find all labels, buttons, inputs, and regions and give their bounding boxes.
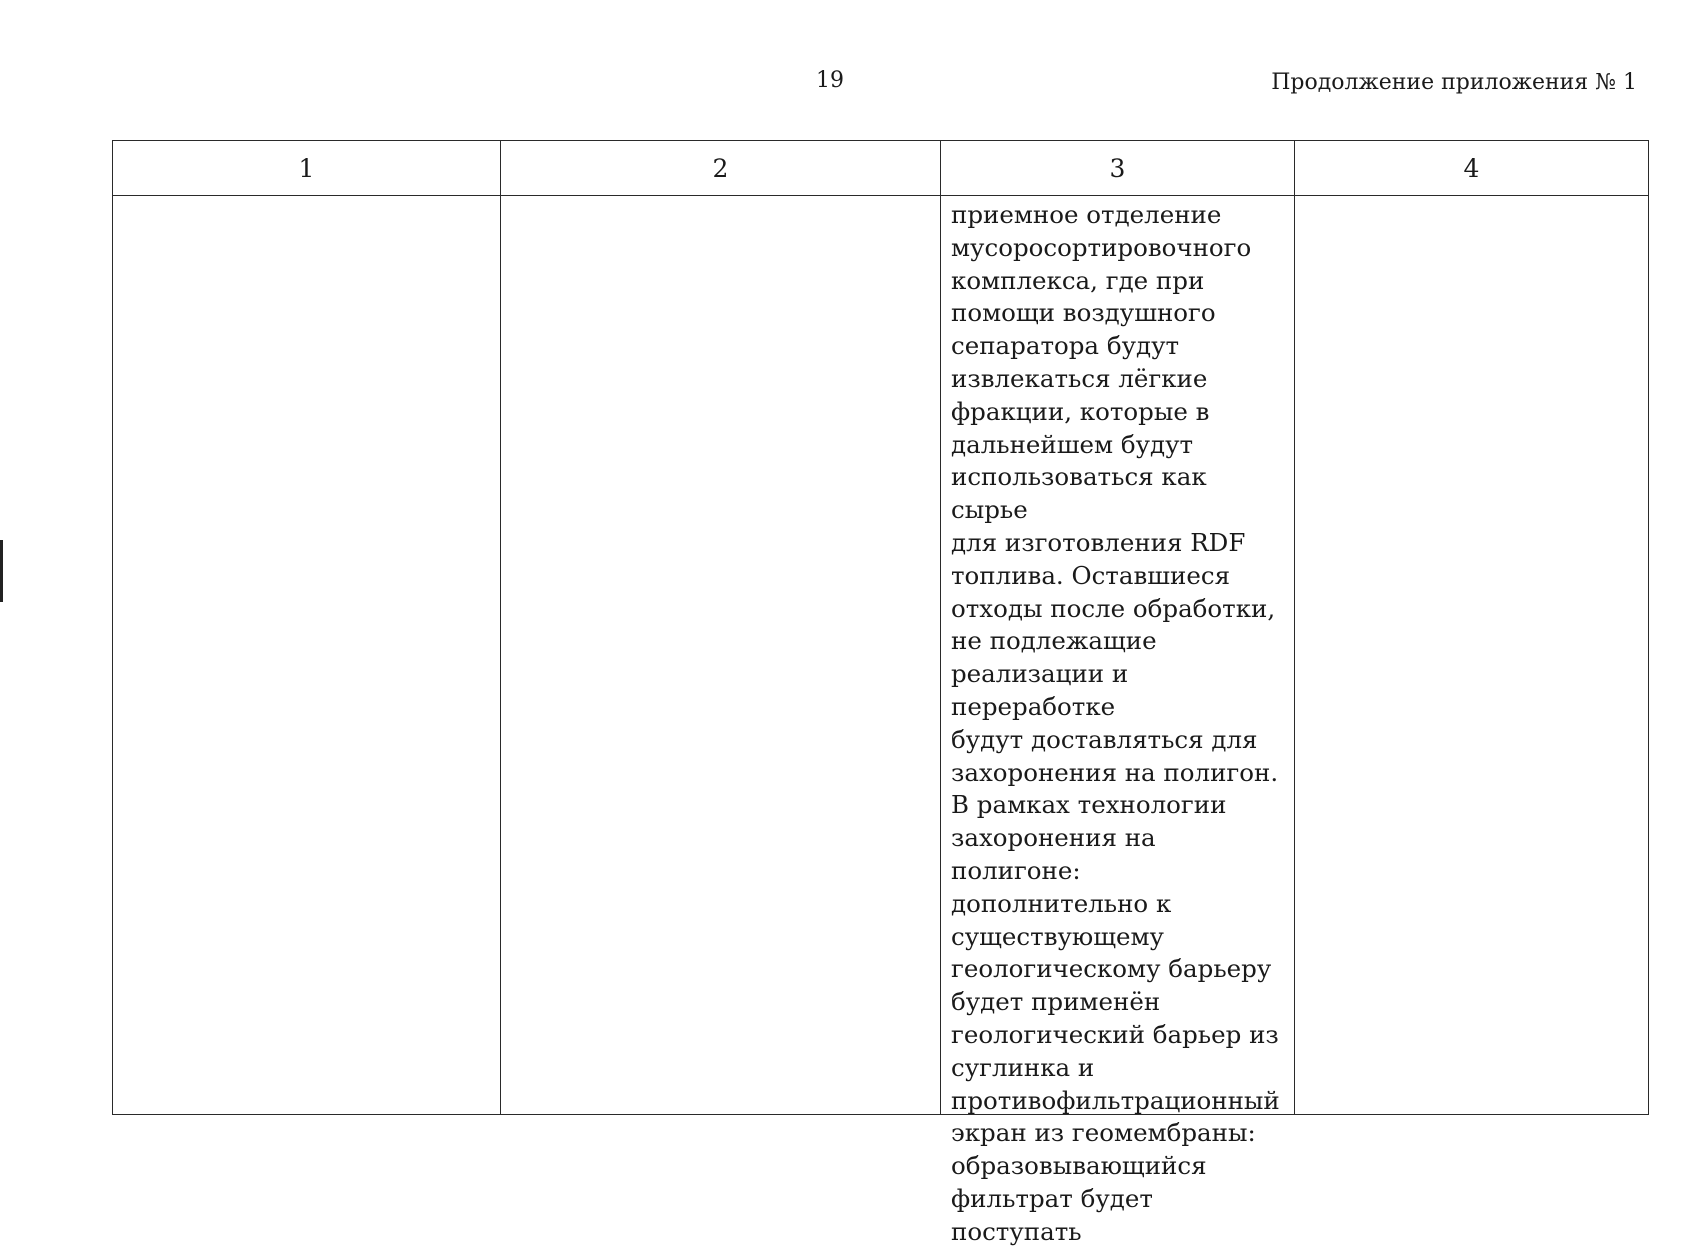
cell-col-1 [113, 196, 501, 1115]
page-number: 19 [816, 68, 844, 93]
cell-col-4 [1295, 196, 1649, 1115]
cell-text [501, 196, 940, 1114]
appendix-table [112, 140, 1649, 1246]
column-header-2: 2 [501, 141, 941, 196]
cell-col-3 [941, 196, 1295, 1246]
scan-edge-mark [0, 540, 3, 602]
cell-text [113, 196, 500, 1114]
column-header-3: 3 [941, 141, 1295, 196]
column-header-1: 1 [113, 141, 501, 196]
cell-text [1295, 196, 1648, 1114]
cell-col-2 [501, 196, 941, 1115]
column-header-4: 4 [1295, 141, 1649, 196]
table-header-row [113, 141, 1649, 196]
table-row [113, 196, 1649, 1115]
cell-text: приемное отделение мусоросортировочного комплекса, где при помощи воздушного сепаратора будут извлекаться лёгкие фракции, которые в дальнейшем будут использоваться как сырье для изготовления RDF топлива. Оставшиеся отходы после обработки, не подлежащие реализации и переработке будут доставляться для захоронения на полигон. В рамках технологии захоронения на полигоне: дополнительно к существующему геологическому барьеру будет применён геологический барьер из суглинка и противофильтрационный экран из геомембраны: образовывающийся фильтрат будет поступать [951, 200, 1280, 1246]
running-title: Продолжение приложения № 1 [1271, 70, 1637, 95]
